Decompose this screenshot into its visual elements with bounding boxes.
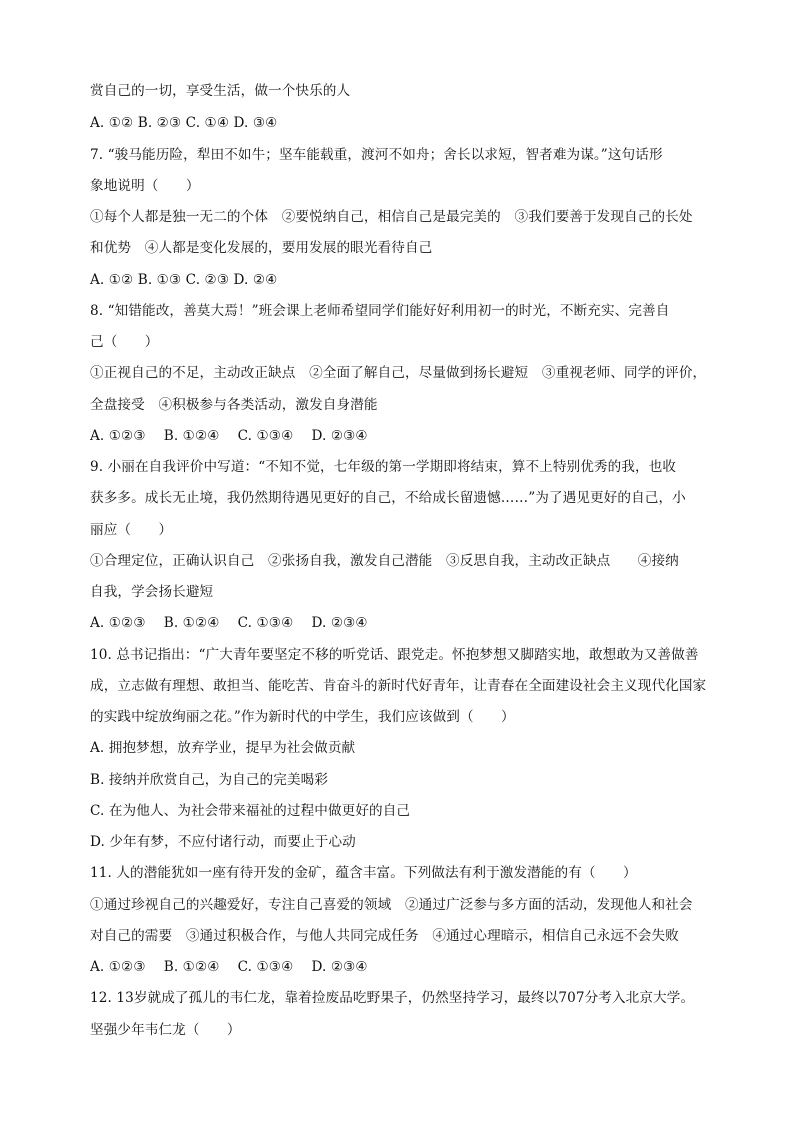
answer-options: A. ①②③ B. ①②④ C. ①③④ D. ②③④ — [90, 615, 368, 631]
question-11-stem: 11. 人的潜能犹如一座有待开发的金矿，蕴含丰富。下列做法有利于激发潜能的有（ ） — [90, 865, 637, 881]
question-10-option-c: C. 在为他人、为社会带来福祉的过程中做更好的自己 — [90, 803, 411, 819]
question-11-statements: 对自己的需要 ③通过积极合作，与他人共同完成任务 ④通过心理暗示，相信自己永远不会失败 — [90, 928, 679, 944]
answer-options: A. ①②③ B. ①②④ C. ①③④ D. ②③④ — [90, 428, 368, 444]
question-8-stem: 己（ ） — [90, 334, 159, 350]
question-7-statements: 和优势 ④人都是变化发展的，要用发展的眼光看待自己 — [90, 240, 433, 256]
question-10-option-b: B. 接纳并欣赏自己，为自己的完美喝彩 — [90, 772, 329, 788]
text-line: 赏自己的一切，享受生活，做一个快乐的人 — [90, 83, 351, 99]
question-10-stem: 的实践中绽放绚丽之花。”作为新时代的中学生，我们应该做到（ ） — [90, 709, 515, 725]
question-11-statements: ①通过珍视自己的兴趣爱好，专注自己喜爱的领域 ②通过广泛参与多方面的活动，发现他人和社会 — [90, 897, 693, 913]
answer-options: A. ①② B. ②③ C. ①④ D. ③④ — [90, 115, 278, 131]
question-10-option-d: D. 少年有梦，不应付诸行动，而要止于心动 — [90, 834, 356, 850]
question-8-statements: 全盘接受 ④积极参与各类活动，激发自身潜能 — [90, 397, 378, 413]
question-8-stem: 8. “知错能改，善莫大焉！”班会课上老师希望同学们能好好利用初一的时光，不断充实、完善自 — [90, 303, 670, 319]
question-9-statements: ①合理定位，正确认识自己 ②张扬自我，激发自己潜能 ③反思自我，主动改正缺点 ④接纳 — [90, 553, 679, 569]
question-12-stem: 坚强少年韦仁龙（ ） — [90, 1022, 241, 1038]
question-9-stem: 9. 小丽在自我评价中写道：“不知不觉，七年级的第一学期即将结束，算不上特别优秀的我，也收 — [90, 459, 677, 475]
question-10-stem: 成，立志做有理想、敢担当、能吃苦、肯奋斗的新时代好青年，让青春在全面建设社会主义现代化国家 — [90, 678, 707, 694]
question-12-stem: 12. 13岁就成了孤儿的韦仁龙，靠着捡废品吃野果子，仍然坚持学习，最终以707分考入北京大学。 — [90, 990, 695, 1006]
question-10-option-a: A. 拥抱梦想，放弃学业，提早为社会做贡献 — [90, 740, 356, 756]
question-8-statements: ①正视自己的不足，主动改正缺点 ②全面了解自己，尽量做到扬长避短 ③重视老师、同学的评价， — [90, 365, 707, 381]
question-7-stem: 7. “骏马能历险，犁田不如牛；坚车能载重，渡河不如舟；舍长以求短，智者难为谋。”这句话形 — [90, 147, 663, 163]
answer-options: A. ①②③ B. ①②④ C. ①③④ D. ②③④ — [90, 959, 368, 975]
question-9-statements: 自我，学会扬长避短 — [90, 584, 214, 600]
answer-options: A. ①② B. ①③ C. ②③ D. ②④ — [90, 272, 278, 288]
question-9-stem: 丽应（ ） — [90, 522, 173, 538]
question-9-stem: 获多多。成长无止境，我仍然期待遇见更好的自己，不给成长留遗憾……”为了遇见更好的自己，小 — [90, 490, 686, 506]
question-7-stem: 象地说明（ ） — [90, 178, 200, 194]
question-10-stem: 10. 总书记指出：“广大青年要坚定不移的听党话、跟党走。怀抱梦想又脚踏实地，敢想敢为又善做善 — [90, 647, 699, 663]
question-7-statements: ①每个人都是独一无二的个体 ②要悦纳自己，相信自己是最完美的 ③我们要善于发现自己的长处 — [90, 209, 693, 225]
